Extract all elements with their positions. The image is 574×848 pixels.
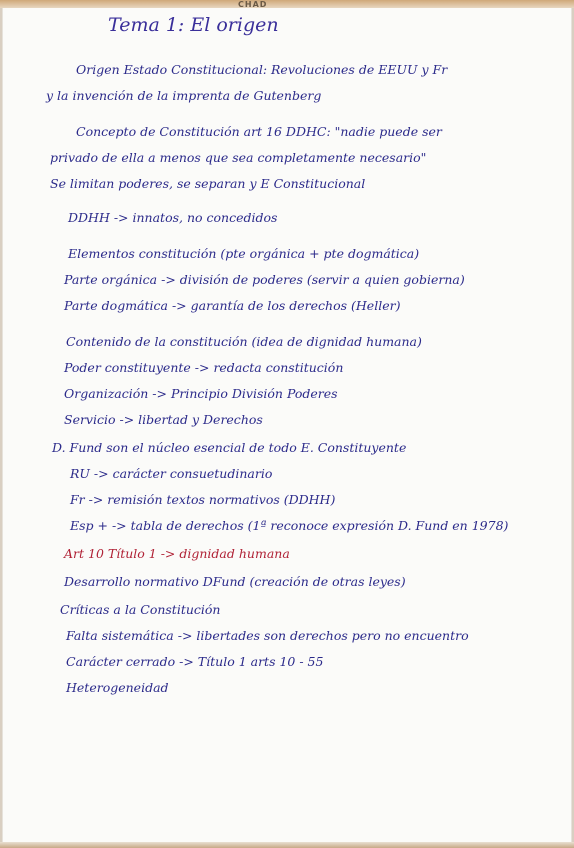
notebook-binding [0, 0, 574, 8]
note-line: D. Fund son el núcleo esencial de todo E. Constituyente [52, 440, 407, 455]
note-line: Servicio -> libertad y Derechos [64, 412, 263, 427]
brand-label: CHAD [238, 0, 268, 9]
note-line: Se limitan poderes, se separan y E Constitucional [50, 176, 366, 191]
note-line: Elementos constitución (pte orgánica + pte dogmática) [68, 246, 420, 261]
note-line: y la invención de la imprenta de Gutenberg [46, 88, 322, 103]
note-line: DDHH -> innatos, no concedidos [68, 210, 278, 225]
note-line: Heterogeneidad [66, 680, 169, 695]
note-line: Concepto de Constitución art 16 DDHC: "nadie puede ser [76, 124, 442, 139]
note-line: Contenido de la constitución (idea de dignidad humana) [66, 334, 422, 349]
note-line: Parte dogmática -> garantía de los derechos (Heller) [64, 298, 401, 313]
note-line: Esp + -> tabla de derechos (1ª reconoce expresión D. Fund en 1978) [70, 518, 509, 533]
note-line: RU -> carácter consuetudinario [70, 466, 273, 481]
note-line: Poder constituyente -> redacta constitución [64, 360, 344, 375]
note-line: Organización -> Principio División Poderes [64, 386, 338, 401]
note-line: Desarrollo normativo DFund (creación de otras leyes) [64, 574, 406, 589]
note-line-highlight: Art 10 Título 1 -> dignidad humana [64, 546, 290, 561]
note-line: Origen Estado Constitucional: Revoluciones de EEUU y Fr [76, 62, 448, 77]
note-line: Fr -> remisión textos normativos (DDHH) [70, 492, 336, 507]
note-line: Críticas a la Constitución [60, 602, 221, 617]
page-title: Tema 1: El origen [108, 14, 279, 36]
note-line: privado de ella a menos que sea completamente necesario" [50, 150, 427, 165]
page-bottom-edge [0, 842, 574, 848]
note-line: Parte orgánica -> división de poderes (servir a quien gobierna) [64, 272, 465, 287]
note-line: Falta sistemática -> libertades son derechos pero no encuentro [66, 628, 469, 643]
note-line: Carácter cerrado -> Título 1 arts 10 - 55 [66, 654, 324, 669]
